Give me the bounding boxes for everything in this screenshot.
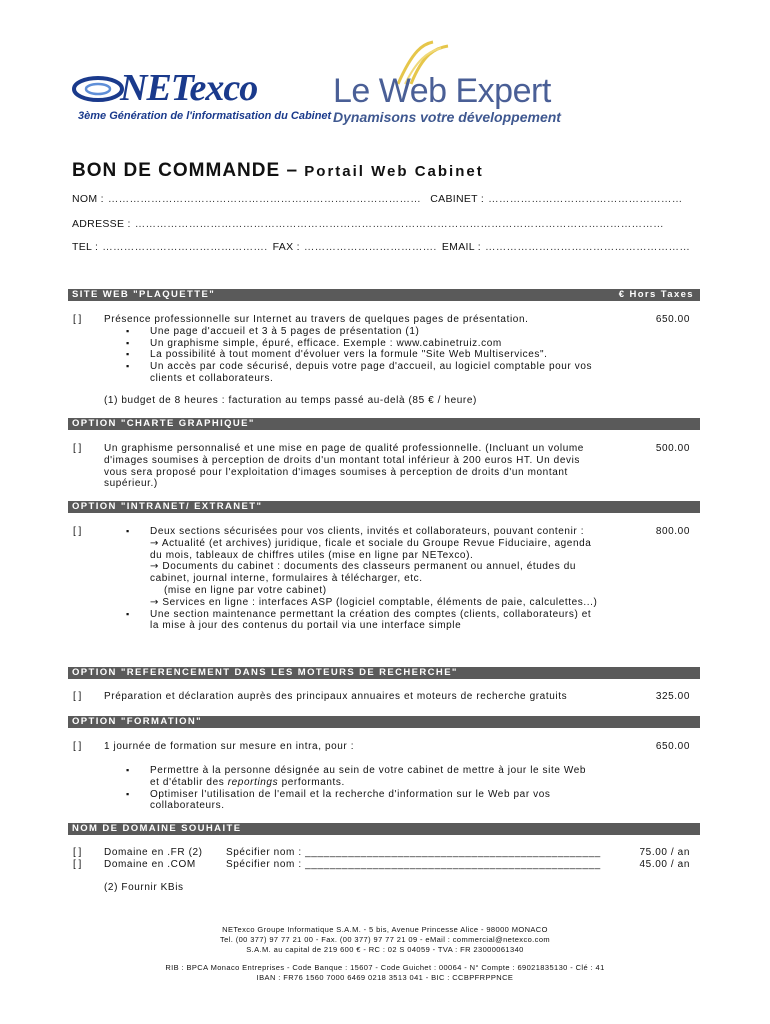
- formation-description: [104, 765, 594, 812]
- list-item: ▪ Une page d'accueil et 3 à 5 pages de présentation (1): [104, 326, 594, 338]
- cabinet-label: CABINET :: [430, 193, 485, 205]
- section-title: OPTION "CHARTE GRAPHIQUE": [72, 418, 255, 429]
- webexpert-tagline: Dynamisons votre développement: [333, 109, 561, 125]
- price-site-web: 650.00: [655, 314, 690, 325]
- intranet-description: [104, 526, 600, 632]
- list-item: ▪ Un accès par code sécurisé, depuis votre page d'accueil, au logiciel comptable pour vos clients et collaborateurs.: [104, 361, 594, 385]
- fax-field[interactable]: ……………………………….: [303, 241, 437, 253]
- intranet-services: [150, 597, 600, 609]
- checkbox-intranet[interactable]: [ ]: [73, 526, 82, 537]
- formation-b1-end: performants.: [278, 776, 345, 788]
- contact-line: [72, 241, 690, 253]
- section-title: OPTION "INTRANET/ EXTRANET": [72, 501, 263, 512]
- email-label: EMAIL :: [441, 241, 481, 253]
- site-web-bullets: [104, 326, 594, 385]
- site-web-description: [104, 314, 594, 385]
- intranet-bullets: [104, 526, 600, 632]
- section-header-formation: [68, 716, 700, 728]
- netexco-logo: [68, 67, 332, 125]
- price-charte: 500.00: [655, 443, 690, 454]
- documents-text: Documents du cabinet : documents des classeurs permanent ou annuel, études du cabinet, journal interne, formulaires à télécharger, etc.: [150, 561, 577, 585]
- title-sub: Portail Web Cabinet: [304, 163, 484, 180]
- section-header-intranet: [68, 501, 700, 513]
- adresse-label: ADRESSE :: [72, 218, 131, 230]
- formation-intro: 1 journée de formation sur mesure en intra, pour :: [104, 741, 355, 752]
- checkbox-site-web[interactable]: [ ]: [73, 314, 82, 325]
- arrow-icon: →: [150, 537, 159, 549]
- netexco-name: NETexco: [120, 67, 258, 109]
- email-field[interactable]: …………………………………………………: [484, 241, 691, 253]
- footer-legal: S.A.M. au capital de 219 600 € - RC : 02 S 04059 - TVA : FR 23000061340: [246, 945, 524, 954]
- checkbox-formation[interactable]: [ ]: [73, 741, 82, 752]
- formation-b1-text: Permettre à la personne désignée au sein de votre cabinet de mettre à jour le site Web et d'établir des: [150, 765, 587, 788]
- footer-rib: RIB : BPCA Monaco Entreprises - Code Banque : 15607 - Code Guichet : 00064 - N° Compte : 69021835130 - Clé : 41: [165, 963, 605, 972]
- price-domaine-fr: 75.00 / an: [639, 847, 690, 858]
- formation-b1-emphasis: reportings: [227, 776, 279, 788]
- netexco-tagline: 3ème Génération de l'informatisation du Cabinet: [78, 110, 332, 122]
- cabinet-field[interactable]: ………………………………………………: [488, 193, 683, 205]
- fax-label: FAX :: [272, 241, 300, 253]
- domaine-fr-name-field[interactable]: Spécifier nom : ________________________________________________: [226, 847, 601, 858]
- referencement-description: Préparation et déclaration auprès des principaux annuaires et moteurs de recherche gratuits: [104, 691, 568, 702]
- intranet-actualite: [150, 538, 600, 562]
- section-title: OPTION "REFERENCEMENT DANS LES MOTEURS DE RECHERCHE": [72, 667, 458, 678]
- domaine-com-name-field[interactable]: Spécifier nom : ________________________________________________: [226, 859, 601, 870]
- list-item: ▪ Une section maintenance permettant la création des comptes (clients, collaborateurs) et la mise à jour des contenus du portail via une interface simple: [104, 609, 600, 633]
- domaine-com-label: Domaine en .COM: [104, 859, 196, 870]
- kbis-note: (2) Fournir KBis: [104, 882, 184, 893]
- intranet-documents: [150, 561, 600, 585]
- charte-description: Un graphisme personnalisé et une mise en page de qualité professionnelle. (Incluant un volume d'images soumises à perception de droits d'un montant total inférieur à 200 euros HT. Un devis vous sera proposé pour l'exploitation d'images soumises à perception de droits d'un montant supérieur.): [104, 443, 584, 490]
- page-title: [72, 160, 484, 182]
- site-web-intro: Présence professionnelle sur Internet au travers de quelques pages de présentation.: [104, 314, 529, 325]
- nom-cabinet-line: [72, 193, 683, 205]
- price-intranet: 800.00: [655, 526, 690, 537]
- section-title: OPTION "FORMATION": [72, 716, 203, 727]
- checkbox-referencement[interactable]: [ ]: [73, 691, 82, 702]
- title-dash: –: [280, 160, 305, 181]
- nom-label: NOM :: [72, 193, 104, 205]
- list-item: ▪ Optimiser l'utilisation de l'email et la recherche d'information sur le Web par vos collaborateurs.: [104, 789, 594, 813]
- list-item: [104, 765, 594, 789]
- footer-iban: IBAN : FR76 1560 7000 6469 0218 3513 041 - BIC : CCBPFRPPNCE: [256, 973, 514, 982]
- section-header-domaine: [68, 823, 700, 835]
- checkbox-domaine-fr[interactable]: [ ]: [73, 847, 82, 858]
- arrow-icon: →: [150, 561, 159, 573]
- webexpert-name: Le Web Expert: [333, 72, 551, 110]
- footer-bank: [0, 963, 770, 983]
- price-referencement: 325.00: [655, 691, 690, 702]
- formation-bullets: [104, 765, 594, 812]
- services-text: Services en ligne : interfaces ASP (logiciel comptable, éléments de paie, calculettes...): [162, 596, 598, 608]
- list-item: ▪ Un graphisme simple, épuré, efficace. Exemple : www.cabinetruiz.com: [104, 338, 594, 350]
- tel-field[interactable]: ……………………………………….: [102, 241, 268, 253]
- price-formation: 650.00: [655, 741, 690, 752]
- intranet-sections-intro: ▪ Deux sections sécurisées pour vos clients, invités et collaborateurs, pouvant contenir :: [150, 526, 585, 537]
- adresse-field[interactable]: …………………………………………………………………………………………………………………………………: [134, 218, 664, 230]
- checkbox-charte[interactable]: [ ]: [73, 443, 82, 454]
- adresse-line: [72, 218, 664, 230]
- section-title: SITE WEB "PLAQUETTE": [72, 289, 216, 300]
- price-domaine-com: 45.00 / an: [639, 859, 690, 870]
- arrow-icon: →: [150, 596, 159, 608]
- list-item: ▪ La possibilité à tout moment d'évoluer vers la formule "Site Web Multiservices".: [104, 349, 594, 361]
- list-item: [104, 526, 600, 609]
- nom-field[interactable]: ……………………………………………………………………………: [107, 193, 422, 205]
- logo-area: [68, 40, 568, 130]
- section-title: NOM DE DOMAINE SOUHAITE: [72, 823, 242, 834]
- section-header-referencement: [68, 667, 700, 679]
- intranet-documents-note: (mise en ligne par votre cabinet): [164, 584, 327, 596]
- checkbox-domaine-com[interactable]: [ ]: [73, 859, 82, 870]
- webexpert-logo: [333, 40, 568, 130]
- price-column-header: € Hors Taxes: [618, 289, 694, 300]
- section-header-site-web: [68, 289, 700, 301]
- section-header-charte: [68, 418, 700, 430]
- actualite-text: Actualité (et archives) juridique, ficale et sociale du Groupe Revue Fiduciaire, agenda du mois, tableaux de chiffres utiles (mise en ligne par NETexco).: [150, 537, 592, 561]
- footer-company: [0, 925, 770, 955]
- footer-contact: Tel. (00 377) 97 77 21 00 - Fax. (00 377) 97 77 21 09 - eMail : commercial@netexco.com: [219, 935, 551, 944]
- footer-address: NETexco Groupe Informatique S.A.M. - 5 bis, Avenue Princesse Alice - 98000 MONACO: [222, 925, 548, 934]
- domaine-fr-label: Domaine en .FR (2): [104, 847, 203, 858]
- title-main: BON DE COMMANDE: [72, 160, 281, 181]
- budget-note: (1) budget de 8 heures : facturation au temps passé au-delà (85 € / heure): [104, 395, 477, 406]
- tel-label: TEL :: [72, 241, 99, 253]
